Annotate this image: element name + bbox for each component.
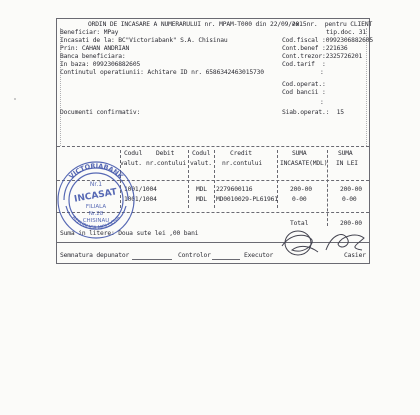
row-credit-account: MD0010029-PL61961 [216, 196, 278, 203]
cont-benef: Cont.benef :221636 [282, 45, 348, 52]
total-label: Total [290, 220, 309, 227]
documente-confirmative: Documenti confirmativ: [60, 109, 141, 116]
right-edge-dashes [366, 28, 367, 146]
subheader-valut-credit: valut. [190, 160, 212, 167]
left-edge-dashes [60, 28, 61, 146]
row-debit-account: 1001/1004 [124, 186, 157, 193]
stamp-city: CHISINAU [82, 218, 110, 224]
scan-speck [14, 98, 16, 100]
executor-signature-icon [278, 226, 322, 260]
subheader-incasate-mdl: INCASATE(MDL) [280, 160, 328, 167]
row-suma-lei: 200-00 [340, 186, 362, 193]
subheader-nr-cont-debit: nr.contului [146, 160, 187, 167]
casier-signature-icon [322, 226, 368, 256]
col-sep-3 [214, 150, 215, 208]
form-code: tip.doc. 31 [326, 29, 367, 36]
colon-sep-1: : [320, 69, 324, 76]
suma-in-litere: Suma in litere: Doua sute lei ,00 bani [60, 230, 199, 237]
incasat-de-la: Incasati de la: BC"Victoriabank" S.A. Chisinau [60, 37, 228, 44]
stamp-filiala-nr: Nr.28 [88, 211, 104, 217]
row-credit-currency: MDL [196, 196, 207, 203]
cod-operat: Cod.operat.: [282, 81, 326, 88]
siab-operat: Siab.operat.: 15 [282, 109, 344, 116]
stamp-filiala: FILIALA [85, 204, 107, 210]
header-cod-debit: Codul [124, 150, 143, 157]
document-title: ORDIN DE INCASARE A NUMERARULUI nr. MPAM-T000 din 22/09/2015 [88, 21, 307, 28]
controlor-line [212, 259, 240, 260]
header-suma-incasate: SUMA [292, 150, 307, 157]
subheader-in-lei: IN LEI [336, 160, 358, 167]
subheader-nr-cont-credit: nr.contului [222, 160, 263, 167]
svg-text:VICTORIABANK [67, 162, 125, 181]
copy-label: ex. nr. pentru CLIENT [292, 21, 373, 28]
table-top-rule [57, 146, 369, 147]
prin: Prin: CAHAN ANDRIAN [60, 45, 130, 52]
row-debit-account: 1001/1004 [124, 196, 157, 203]
row-suma-lei: 0-00 [342, 196, 357, 203]
cod-bancii: Cod bancii : [282, 89, 326, 96]
stamp-country-text: REPUBLICA MOLDOVA [70, 215, 122, 232]
continutul-operatiunii: Continutul operatiunii: Achitare ID nr. 6586342463015730 [60, 69, 264, 76]
cod-fiscal: Cod.fiscal :0992306882605 [282, 37, 374, 44]
beneficiar: Beneficiar: MPay [60, 29, 119, 36]
bank-stamp-icon [54, 158, 138, 242]
header-credit: Credit [230, 150, 252, 157]
executor-label: Executor [244, 252, 274, 259]
casier-label: Casier [344, 252, 366, 259]
stamp-incasat: INCASAT [73, 187, 118, 205]
stamp-bank-text: VICTORIABANK [67, 161, 125, 181]
stamp-number: Nr.1 [89, 181, 103, 188]
row-suma-incasate: 200-00 [290, 186, 312, 193]
in-baza: In baza: 0992306882605 [60, 61, 141, 68]
semnatura-depunator: Semnatura depunator [60, 252, 130, 259]
row-suma-incasate: 0-00 [292, 196, 307, 203]
colon-sep-2: : [320, 99, 324, 106]
header-suma-lei: SUMA [338, 150, 353, 157]
controlor-label: Controlor [178, 252, 211, 259]
row-credit-currency: MDL [196, 186, 207, 193]
semnatura-line [132, 259, 172, 260]
subheader-valut-debit: valut. [120, 160, 142, 167]
banca-beneficiara: Banca beneficiara: [60, 53, 126, 60]
header-debit: Debit [156, 150, 175, 157]
cod-tarif: Cod.tarif : [282, 61, 326, 68]
row-credit-account: 2279600116 [216, 186, 253, 193]
header-cod-credit: Codul [192, 150, 211, 157]
col-sep-2 [188, 150, 189, 208]
cont-trezor: Cont.trezor:2325726201 [282, 53, 363, 60]
total-lei: 200-00 [340, 220, 362, 227]
